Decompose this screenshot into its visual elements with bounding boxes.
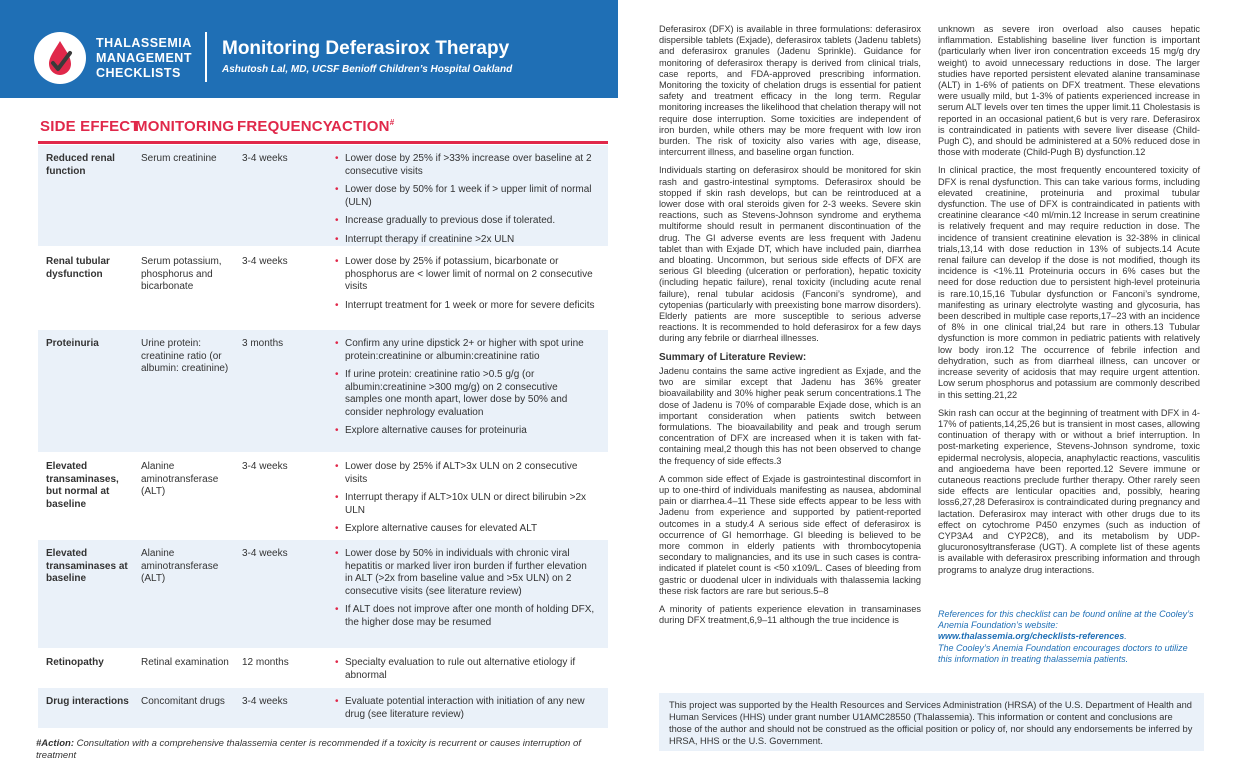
paragraph: Individuals starting on deferasirox should be monitored for skin rash and gastro-intestinal symptoms. Deferasirox should be stopped if skin rash develops, but can be reintroduced at a lower dose with oral steroids given for 2-3 weeks. Severe skin reactions, such as Stevens-Johnson syndrome and erythema multiforme should result in permanent discontinuation of the drug. The GI adverse events are less frequent with Jadenu tablet than with Exjade DT, which have included pain, diarrhea and bloating. Uncommon, but serious side effects of DFX are serious GI bleeding (ulceration or perforation), hepatic toxicity (including hepatic failure), renal toxicity (including acute renal failure), renal tubular acidosis (Fanconi’s syndrome), and cytopenias (particularly with preexisting bone marrow disorders). Elderly patients are more susceptible to serious adverse reactions. It is recommended to hold deferasirox for a few days during any febrile or diarrheal illnesses.	[659, 165, 921, 344]
header-band	[0, 0, 618, 98]
literature-review-heading: Summary of Literature Review:	[659, 351, 807, 363]
paragraph: Jadenu contains the same active ingredient as Exjade, and the two are similar except that Jadenu has 36% greater bioavailability and 30% higher peak serum concentrations.1 The dose of Jadenu is 70% of comparable Exjade dose, which is an important consideration when patients switch between formulations. The bioavailability and peak and trough serum concentration of DFX are increased when it is taken with fat-containing meal,2 though this has not been observed to change the frequency of side effects.3	[659, 365, 921, 466]
action-item: • Lower dose by 50% for 1 week if > upper limit of normal (ULN)	[335, 184, 597, 209]
table-row	[38, 688, 608, 728]
paragraph: unknown as severe iron overload also causes hepatic inflammation. Establishing baseline liver function is important (particularly when liver iron concentration exceeds 15 mg/g dry weight) to avoid unnecessary reductions in dose. The larger studies have reported persistent elevated alanine transaminase (ALT) in 1-6% of patients on DFX treatment. These elevations were usually mild, but 1-3% of patients experienced increase in serum ALT levels over ten times the upper limit.11 Cholestasis is reported in an occasional patient,6 but is very rare. Deferasirox is contraindicated in patients with severe liver disease (Child-Pugh C), and should be administered at a 50% reduced dose in those with moderate (Child-Pugh B) dysfunction.12	[938, 24, 1200, 158]
action-cell	[335, 461, 597, 542]
paragraph: Deferasirox (DFX) is available in three formulations: deferasirox dispersible tablets (Exjade), deferasirox tablets (Jadenu tablets) and deferasirox granules (Jadenu Sprinkle). Guidance for monitoring of deferasirox therapy is derived from clinical trials, case reports, and FDA-approved prescribing information. Monitoring the toxicity of chelation drugs is essential for patient safety and treatment efficacy in the long term. Regular monitoring increases the likelihood that chelation therapy will not require dose interruption. Some toxicities are independent of iron burden, while others may be more frequent with low iron burden. The risk of toxicity also varies with age, disease, intercurrent illness, and baseline organ function.	[659, 24, 921, 158]
monitoring-cell: Retinal examination	[141, 657, 229, 668]
page-subtitle: Ashutosh Lal, MD, UCSF Benioff Children’s Hospital Oakland	[222, 64, 513, 75]
action-cell	[335, 153, 597, 252]
table-row	[38, 453, 608, 539]
table-row	[38, 145, 608, 246]
action-item: • Lower dose by 25% if ALT>3x ULN on 2 consecutive visits	[335, 461, 597, 486]
side-effect-cell: Proteinuria	[46, 338, 99, 349]
footnote-label: #Action:	[36, 738, 74, 749]
references-text: References for this checklist can be found online at the Cooley’s Anemia Foundation’s website:	[938, 609, 1194, 631]
frequency-cell: 3-4 weeks	[242, 153, 288, 164]
action-item: • Increase gradually to previous dose if tolerated.	[335, 215, 597, 228]
paragraph: A minority of patients experience elevation in transaminases during DFX treatment,6,9–11 although the true incidence is	[659, 603, 921, 626]
table-row	[38, 540, 608, 648]
action-item: • If urine protein: creatinine ratio >0.5 g/g (or albumin:creatinine >300 mg/g) on 2 consecutive samples one month apart, lower dose by 50% and consider nephrology evaluation	[335, 369, 597, 419]
side-effect-cell: Retinopathy	[46, 657, 104, 668]
action-cell	[335, 338, 597, 444]
page-title: Monitoring Deferasirox Therapy	[222, 38, 510, 59]
references-note: References for this checklist can be found online at the Cooley’s Anemia Foundation’s website: www.thalassemia.org/checklists-references. The Cooley’s Anemia Foundation encourages doctors to utilize this information in treating thalassemia patients.	[938, 609, 1194, 664]
brand-name: THALASSEMIA MANAGEMENT CHECKLISTS	[96, 36, 192, 80]
column-header-monitoring: MONITORING	[135, 118, 235, 135]
action-item: • Confirm any urine dipstick 2+ or higher with spot urine protein:creatinine or albumin:creatinine ratio	[335, 338, 597, 363]
footnote-text: Consultation with a comprehensive thalassemia center is recommended if a toxicity is recurrent or causes interruption of treatment	[36, 738, 581, 761]
frequency-cell: 12 months	[242, 657, 289, 668]
action-footnote	[36, 738, 596, 762]
paragraph: In clinical practice, the most frequently encountered toxicity of DFX is renal dysfunction. This can take various forms, including elevated creatinine, proteinuria and proximal tubular dysfunction. The use of DFX is contraindicated in patients with creatinine clearance <40 ml/min.12 Increase in serum creatinine is relatively frequent and may require reduction in dose. The incidence of transient creatinine elevation is 32-38% in clinical trials,13,14 with dose reduction in 13% of subjects.14 Acute renal failure can develop if the dose is not modified, though its incidence is <1%.11 Proteinuria occurs in 6% cases but the need for dose reduction due to persistent high-level proteinuria is rare.10,15,16 Tubular dysfunction or Fanconi’s syndrome, manifesting as urinary electrolyte wasting and glycosuria, has been described in multiple case reports,17–23 with an incidence of 8% in one clinical trial,24 but rare in others.13 Tubular dysfunction is more common in pediatric patients with relatively low body iron.12 The occurrence of febrile infection and dehydration, such as from diarrheal illness, can uncover or increase severity of acidosis that may require urgent attention. Low serum phosphorus and potassium are commonly described in this setting.21,22	[938, 165, 1200, 400]
action-cell	[335, 548, 597, 635]
monitoring-cell: Serum creatinine	[141, 153, 217, 164]
references-encouragement: The Cooley’s Anemia Foundation encourages doctors to utilize this information in treating thalassemia patients.	[938, 642, 1188, 664]
text-column-1	[659, 24, 921, 633]
action-cell	[335, 657, 597, 688]
action-cell	[335, 696, 597, 727]
paragraph: Skin rash can occur at the beginning of treatment with DFX in 4-17% of patients,14,25,26 but is transient in most cases, allowing continuation of therapy with or without a brief interruption. In post-marketing experience, Stevens-Johnson syndrome, toxic epidermal necrolysis, alopecia, anaphylactic reactions, vasculitis and angioedema have been reported.12 Severe immune or cutaneous reactions preclude further therapy. Other rarely seen side effects are lenticular opacities and, possibly, hearing loss6,27,28 Deferasirox is contraindicated during pregnancy and lactation. Deferasirox may interact with other drugs due to its effect on cytochrome P450 enzymes (such as induction of CYP3A4 and CYP2C8), and its metabolism by UDP-glucuronosyltransferase (UGT). A complete list of these agents is available with deferasirox prescribing information and through programs to analyze drug interactions.	[938, 407, 1201, 575]
funding-disclaimer-box	[659, 693, 1204, 751]
monitoring-cell: Urine protein: creatinine ratio (or albumin: creatinine)	[141, 338, 229, 374]
monitoring-cell: Alanine aminotransferase (ALT)	[141, 461, 219, 497]
action-item: • Interrupt therapy if ALT>10x ULN or direct bilirubin >2x ULN	[335, 492, 597, 517]
action-item: • If ALT does not improve after one month of holding DFX, the higher dose may be resumed	[335, 604, 597, 629]
frequency-cell: 3 months	[242, 338, 284, 349]
side-effect-cell: Elevated transaminases, but normal at baseline	[46, 461, 119, 510]
side-effect-cell: Reduced renal function	[46, 153, 115, 177]
action-item: • Explore alternative causes for proteinuria	[335, 425, 597, 438]
frequency-cell: 3-4 weeks	[242, 461, 288, 472]
text-column-2	[938, 24, 1200, 583]
frequency-cell: 3-4 weeks	[242, 548, 288, 559]
action-item: • Specialty evaluation to rule out alternative etiology if abnormal	[335, 657, 597, 682]
monitoring-cell: Serum potassium, phosphorus and bicarbonate	[141, 256, 222, 292]
table-row	[38, 649, 608, 687]
monitoring-cell: Concomitant drugs	[141, 696, 225, 707]
references-link[interactable]: www.thalassemia.org/checklists-references	[938, 631, 1125, 642]
action-item: • Evaluate potential interaction with initiation of any new drug (see literature review)	[335, 696, 597, 721]
column-header-frequency: FREQUENCY	[237, 118, 333, 135]
checklist-logo-icon	[34, 32, 86, 84]
action-item: • Lower dose by 25% if >33% increase over baseline at 2 consecutive visits	[335, 153, 597, 178]
frequency-cell: 3-4 weeks	[242, 696, 288, 707]
column-header-side-effect: SIDE EFFECT	[40, 118, 140, 135]
funding-disclaimer-text: This project was supported by the Health Resources and Services Administration (HRSA) of the U.S. Department of Health and Human Services (HHS) under grant number U1AMC28550 (Thalassemia). This information or content and conclusions are those of the author and should not be construed as the official position or policy of, nor should any endorsements be inferred by HRSA, HHS or the U.S. Government.	[669, 700, 1193, 746]
action-item: • Interrupt therapy if creatinine >2x ULN	[335, 234, 597, 247]
action-item: • Lower dose by 50% in individuals with chronic viral hepatitis or marked liver iron burden if further elevation in ALT (>2x from baseline value and >5x ULN) on 2 consecutive visits (see literature review)	[335, 548, 597, 598]
action-item: • Lower dose by 25% if potassium, bicarbonate or phosphorus are < lower limit of normal on 2 consecutive visits	[335, 256, 597, 294]
table-top-rule	[38, 141, 608, 144]
frequency-cell: 3-4 weeks	[242, 256, 288, 267]
paragraph: A common side effect of Exjade is gastrointestinal discomfort in up to one-third of individuals manifesting as nausea, abdominal pain or diarrhea.4–11 These side effects appear to be less with Jadenu from experience and supported by patient-reported outcomes in a study.4 A serious side effect of deferasirox is occurrence of GI hemorrhage. GI bleeding is believed to be more common in elderly patients with thrombocytopenia secondary to malignancies, and its use in such cases is contra-indicated if platelet count is <50 x109/L. Cases of bleeding from gastric or duodenal ulcer in individuals with thalassemia lacking these risk factors are rare but serious.5–8	[659, 473, 921, 596]
action-cell	[335, 256, 597, 318]
action-item: • Explore alternative causes for elevated ALT	[335, 523, 597, 536]
column-header-action: ACTION#	[331, 118, 395, 135]
monitoring-cell: Alanine aminotransferase (ALT)	[141, 548, 219, 584]
table-row	[38, 330, 608, 452]
action-item: • Interrupt treatment for 1 week or more for severe deficits	[335, 300, 597, 313]
side-effect-cell: Elevated transaminases at baseline	[46, 548, 128, 584]
side-effect-cell: Drug interactions	[46, 696, 129, 707]
side-effect-cell: Renal tubular dysfunction	[46, 256, 110, 280]
header-divider	[205, 32, 207, 82]
table-row	[38, 248, 608, 328]
